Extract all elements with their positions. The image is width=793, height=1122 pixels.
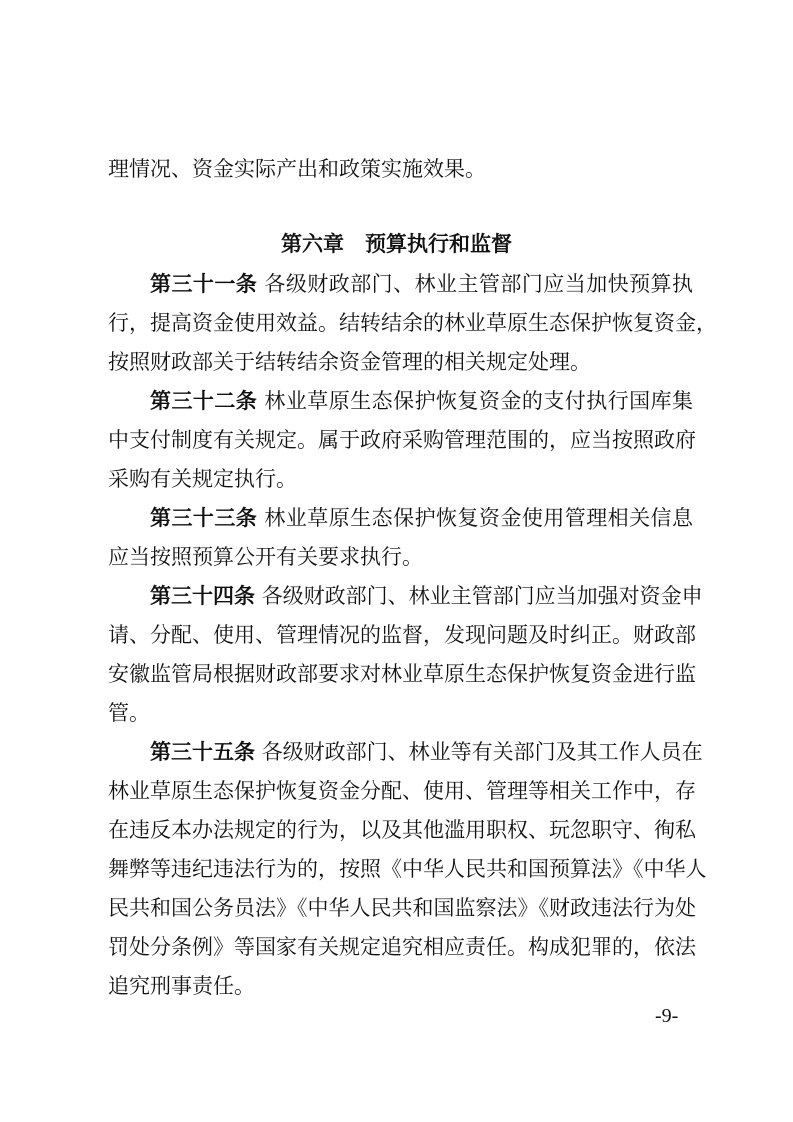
paragraph-line: 请、分配、使用、管理情况的监督，发现问题及时纠正。财政部 bbox=[108, 623, 696, 647]
article-33-label: 第三十三条 bbox=[150, 505, 258, 530]
article-34-label: 第三十四条 bbox=[150, 583, 255, 608]
paragraph-line: 在违反本办法规定的行为，以及其他滥用职权、玩忽职守、徇私 bbox=[108, 818, 696, 842]
paragraph-line: 舞弊等违纪违法行为的，按照《中华人民共和国预算法》《中华人 bbox=[108, 857, 707, 881]
paragraph-line: 按照财政部关于结转结余资金管理的相关规定处理。 bbox=[108, 350, 591, 374]
article-33-first-line bbox=[150, 502, 693, 534]
paragraph-line: 中支付制度有关规定。属于政府采购管理范围的，应当按照政府 bbox=[108, 428, 696, 452]
article-32-label: 第三十二条 bbox=[150, 388, 258, 413]
paragraph-line: 罚处分条例》等国家有关规定追究相应责任。构成犯罪的，依法 bbox=[108, 935, 696, 959]
paragraph-line: 林业草原生态保护恢复资金分配、使用、管理等相关工作中，存 bbox=[108, 779, 696, 803]
paragraph-line: 民共和国公务员法》《中华人民共和国监察法》《财政违法行为处 bbox=[108, 896, 696, 920]
paragraph-line: 安徽监管局根据财政部要求对林业草原生态保护恢复资金进行监 bbox=[108, 662, 696, 686]
paragraph-line: 采购有关规定执行。 bbox=[108, 467, 297, 491]
article-35-label: 第三十五条 bbox=[150, 739, 255, 764]
article-33-text: 林业草原生态保护恢复资金使用管理相关信息 bbox=[264, 506, 694, 530]
article-34-first-line bbox=[150, 580, 703, 612]
page-number: -9- bbox=[655, 1005, 679, 1027]
article-35-first-line bbox=[150, 736, 703, 768]
paragraph-line: 追究刑事责任。 bbox=[108, 974, 255, 998]
article-31-first-line bbox=[150, 268, 693, 300]
article-34-text: 各级财政部门、林业主管部门应当加强对资金申 bbox=[261, 584, 703, 608]
article-31-label: 第三十一条 bbox=[150, 271, 258, 296]
chapter-title: 第六章 预算执行和监督 bbox=[281, 232, 512, 256]
article-35-text: 各级财政部门、林业等有关部门及其工作人员在 bbox=[261, 740, 703, 764]
paragraph-line: 行，提高资金使用效益。结转结余的林业草原生态保护恢复资金， bbox=[108, 311, 717, 335]
article-32-text: 林业草原生态保护恢复资金的支付执行国库集 bbox=[264, 389, 694, 413]
paragraph-line: 应当按照预算公开有关要求执行。 bbox=[108, 545, 423, 569]
article-32-first-line bbox=[150, 385, 693, 417]
article-31-text: 各级财政部门、林业主管部门应当加快预算执 bbox=[264, 272, 694, 296]
paragraph-line: 理情况、资金实际产出和政策实施效果。 bbox=[108, 157, 486, 181]
paragraph-line: 管。 bbox=[108, 701, 150, 725]
